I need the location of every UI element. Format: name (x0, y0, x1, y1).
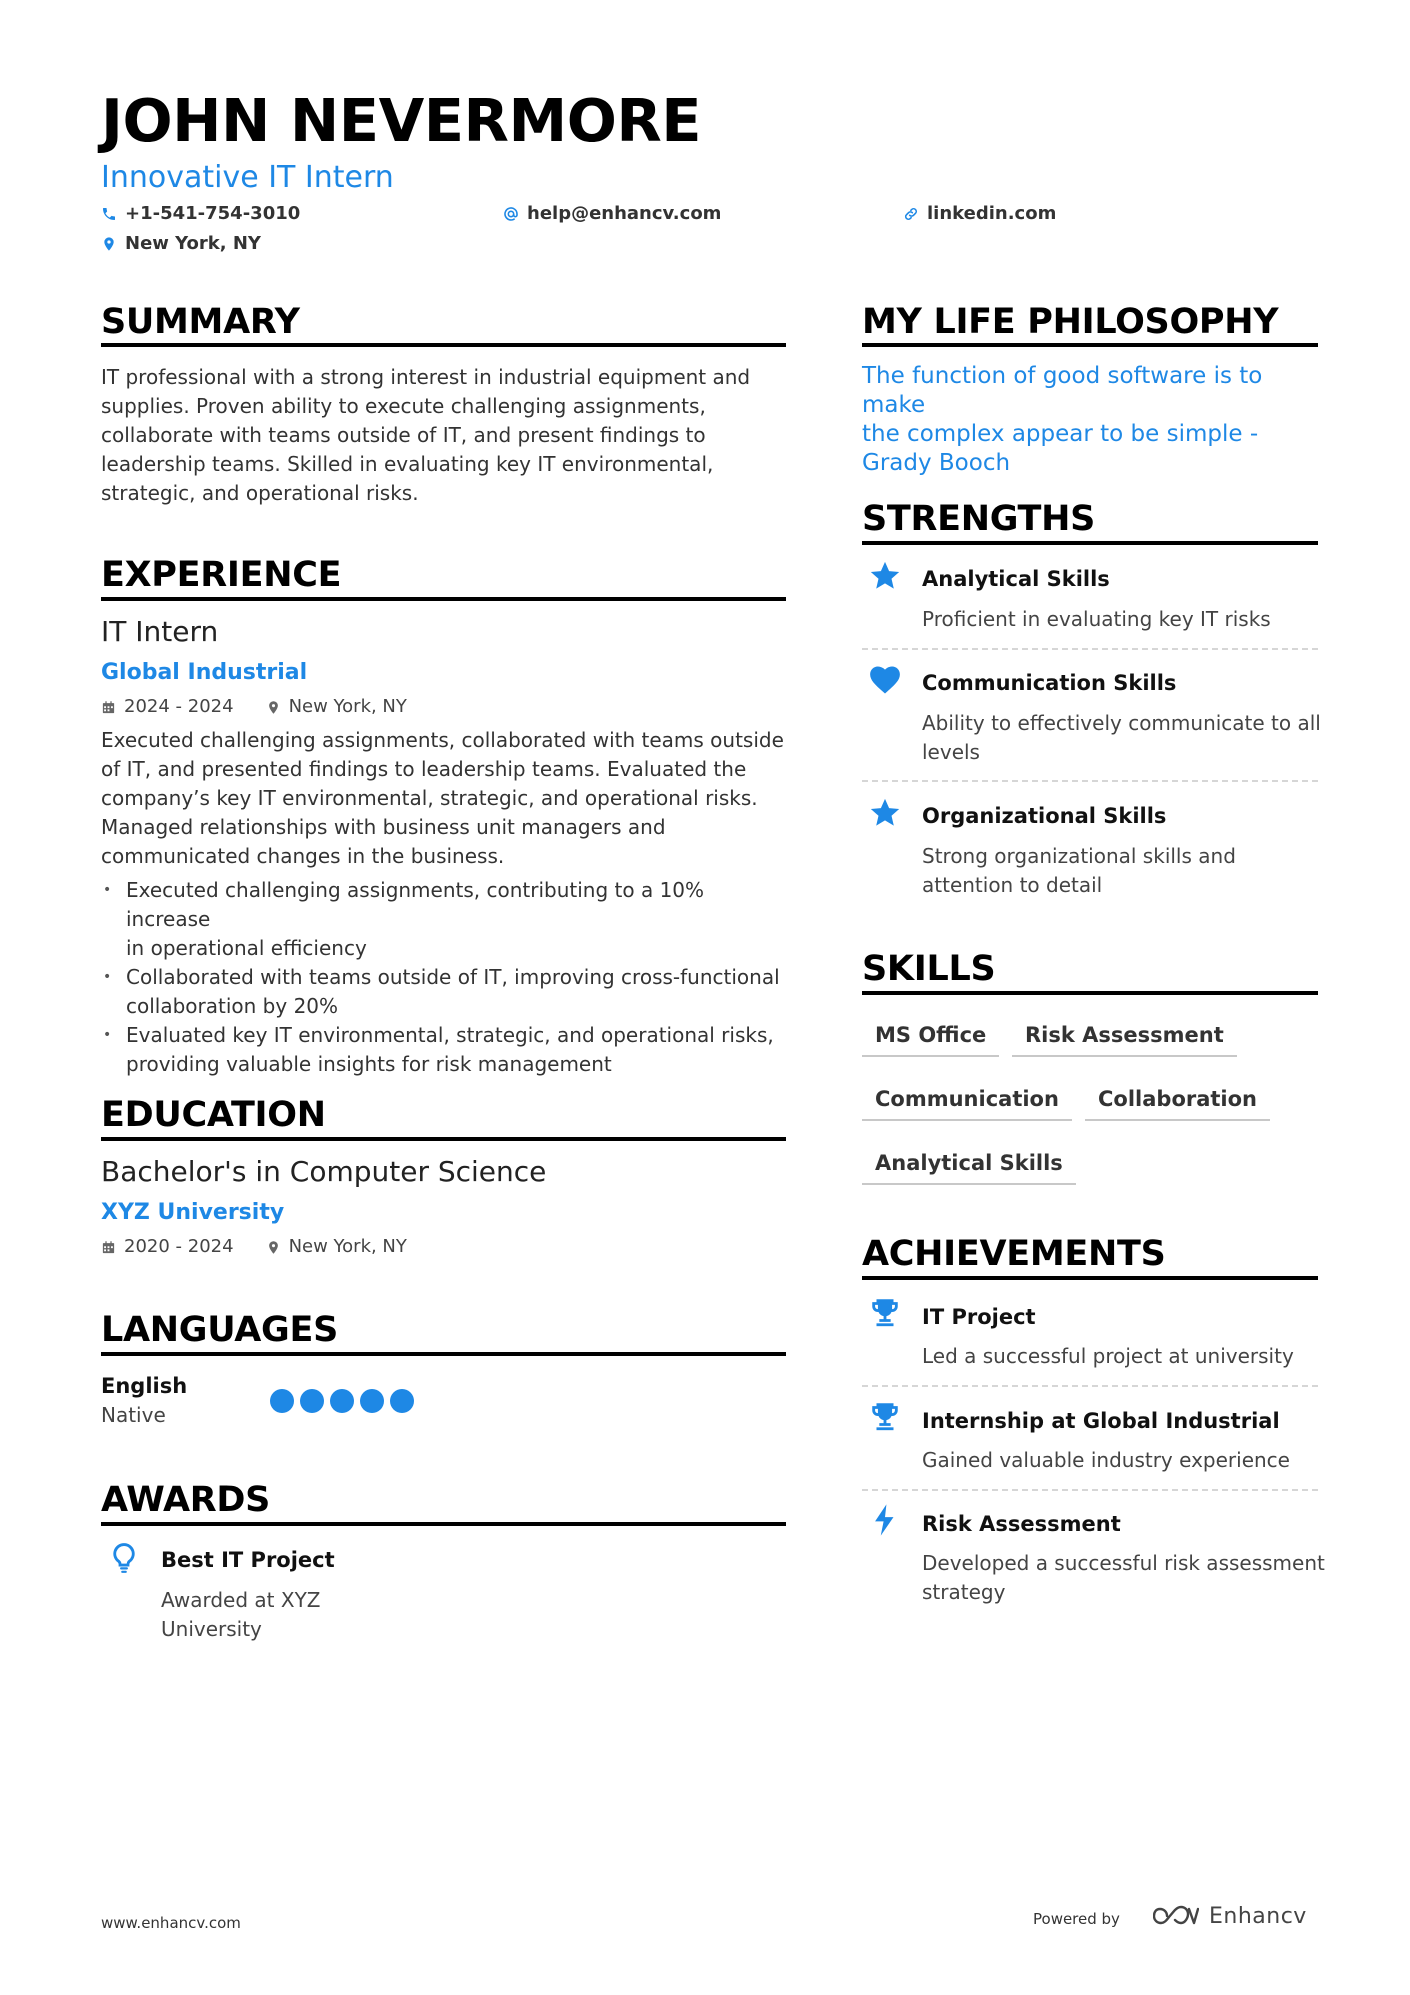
location-pin-icon (101, 236, 117, 252)
award-title: Best IT Project (161, 1548, 335, 1572)
philosophy-rule (862, 343, 1318, 347)
star-icon (868, 559, 902, 593)
education-dates: 2020 - 2024 (124, 1236, 234, 1257)
rating-dot (360, 1389, 384, 1413)
footer-brand-text: Enhancv (1209, 1903, 1307, 1929)
description-line: communicated changes in the business. (101, 844, 505, 868)
quote-line: Grady Booch (862, 450, 1011, 476)
description-line: Executed challenging assignments, collaborated with teams outside (101, 728, 784, 752)
job-location: New York, NY (288, 696, 407, 717)
experience-rule (101, 597, 786, 601)
strength-title: Communication Skills (922, 671, 1177, 695)
phone-text: +1-541-754-3010 (125, 203, 301, 224)
achievement-title: Risk Assessment (922, 1512, 1121, 1536)
skill-tag: Communication (862, 1085, 1072, 1121)
bolt-icon (868, 1503, 902, 1537)
languages-rule (101, 1352, 786, 1356)
description-line: company’s key IT environmental, strategic, and operational risks. (101, 786, 758, 810)
languages-heading: LANGUAGES (101, 1310, 338, 1350)
skill-tag: Risk Assessment (1012, 1021, 1237, 1057)
job-bullets (101, 876, 791, 1079)
bullet-item: • Executed challenging assignments, contributing to a 10% increase in operational efficiency (101, 876, 791, 963)
strengths-rule (862, 541, 1318, 545)
school-name: XYZ University (101, 1200, 285, 1225)
achievements-heading: ACHIEVEMENTS (862, 1234, 1166, 1274)
strength-title: Analytical Skills (922, 567, 1110, 591)
rating-dot (390, 1389, 414, 1413)
strength-desc (922, 709, 1321, 767)
trophy-icon (868, 1399, 902, 1433)
footer-brand-logo[interactable] (1153, 1903, 1307, 1929)
contact-location (101, 232, 261, 256)
skill-tag: MS Office (862, 1021, 999, 1057)
calendar-icon (101, 700, 116, 715)
email-text: help@enhancv.com (527, 203, 722, 224)
summary-heading: SUMMARY (101, 302, 300, 342)
phone-icon (101, 206, 117, 222)
summary-line: supplies. Proven ability to execute challenging assignments, (101, 394, 706, 418)
at-icon (503, 206, 519, 222)
link-icon (903, 206, 919, 222)
language-name: English (101, 1374, 188, 1398)
rating-dot (330, 1389, 354, 1413)
trophy-icon (868, 1295, 902, 1329)
divider (862, 1489, 1318, 1491)
achievement-desc-line: strategy (922, 1580, 1006, 1604)
location-text: New York, NY (125, 233, 261, 254)
language-rating (270, 1389, 414, 1413)
heart-icon (868, 663, 902, 697)
skills-rule (862, 991, 1318, 995)
strengths-heading: STRENGTHS (862, 499, 1096, 539)
job-dates: 2024 - 2024 (124, 696, 234, 717)
award-desc-line: Awarded at XYZ (161, 1588, 321, 1612)
language-level: Native (101, 1403, 166, 1427)
divider (862, 780, 1318, 782)
achievement-desc (922, 1549, 1325, 1607)
divider (862, 1385, 1318, 1387)
strength-desc-line: attention to detail (922, 873, 1103, 897)
linkedin-text: linkedin.com (927, 203, 1057, 224)
star-icon (868, 796, 902, 830)
lightbulb-icon (107, 1541, 141, 1575)
education-location: New York, NY (288, 1236, 407, 1257)
location-pin-icon (266, 1240, 281, 1255)
education-heading: EDUCATION (101, 1095, 326, 1135)
philosophy-quote (862, 362, 1322, 478)
experience-heading: EXPERIENCE (101, 555, 342, 595)
summary-line: leadership teams. Skilled in evaluating key IT environmental, (101, 452, 714, 476)
candidate-title: Innovative IT Intern (101, 160, 394, 195)
description-line: Managed relationships with business unit managers and (101, 815, 666, 839)
achievements-rule (862, 1276, 1318, 1280)
skills-heading: SKILLS (862, 949, 996, 989)
contact-email[interactable] (503, 202, 721, 226)
summary-text (101, 363, 791, 508)
achievement-desc-line: Gained valuable industry experience (922, 1448, 1290, 1472)
contact-phone[interactable] (101, 202, 300, 226)
job-meta (101, 695, 407, 719)
enhancv-logo-icon (1153, 1903, 1199, 1929)
strength-desc-line: Proficient in evaluating key IT risks (922, 607, 1271, 631)
education-rule (101, 1137, 786, 1141)
strength-desc-line: Strong organizational skills and (922, 844, 1236, 868)
award-desc-line: University (161, 1617, 262, 1641)
candidate-name: JOHN NEVERMORE (101, 86, 702, 155)
summary-line: strategic, and operational risks. (101, 481, 419, 505)
summary-line: collaborate with teams outside of IT, and present findings to (101, 423, 706, 447)
summary-line: IT professional with a strong interest in industrial equipment and (101, 365, 751, 389)
degree-title: Bachelor's in Computer Science (101, 1155, 547, 1188)
quote-line: The function of good software is to make (862, 363, 1263, 418)
description-line: of IT, and presented findings to leadership teams. Evaluated the (101, 757, 747, 781)
divider (862, 648, 1318, 650)
achievement-desc-line: Led a successful project at university (922, 1344, 1294, 1368)
skill-tag: Analytical Skills (862, 1149, 1076, 1185)
achievement-desc-line: Developed a successful risk assessment (922, 1551, 1325, 1575)
achievement-desc (922, 1342, 1294, 1371)
calendar-icon (101, 1240, 116, 1255)
education-meta (101, 1235, 407, 1259)
job-title: IT Intern (101, 615, 219, 648)
company-name: Global Industrial (101, 660, 308, 685)
rating-dot (300, 1389, 324, 1413)
quote-line: the complex appear to be simple - (862, 421, 1259, 447)
job-description (101, 726, 801, 871)
strength-title: Organizational Skills (922, 804, 1167, 828)
footer-powered-by: Powered by (1033, 1910, 1120, 1928)
awards-rule (101, 1522, 786, 1526)
awards-heading: AWARDS (101, 1480, 271, 1520)
bullet-item: • Collaborated with teams outside of IT, improving cross-functional collaboration by 20% (101, 963, 791, 1021)
strength-desc-line: Ability to effectively communicate to all (922, 711, 1321, 735)
achievement-desc (922, 1446, 1290, 1475)
achievement-title: Internship at Global Industrial (922, 1409, 1280, 1433)
philosophy-heading: MY LIFE PHILOSOPHY (862, 302, 1279, 342)
contact-linkedin[interactable] (903, 202, 1056, 226)
footer-website[interactable]: www.enhancv.com (101, 1914, 241, 1932)
location-pin-icon (266, 700, 281, 715)
summary-rule (101, 343, 786, 347)
award-desc (161, 1586, 320, 1644)
rating-dot (270, 1389, 294, 1413)
achievement-title: IT Project (922, 1305, 1036, 1329)
strength-desc (922, 842, 1236, 900)
bullet-item: • Evaluated key IT environmental, strategic, and operational risks, providing valuable insights for risk management (101, 1021, 791, 1079)
strength-desc (922, 605, 1271, 634)
strength-desc-line: levels (922, 740, 980, 764)
skill-tag: Collaboration (1085, 1085, 1270, 1121)
